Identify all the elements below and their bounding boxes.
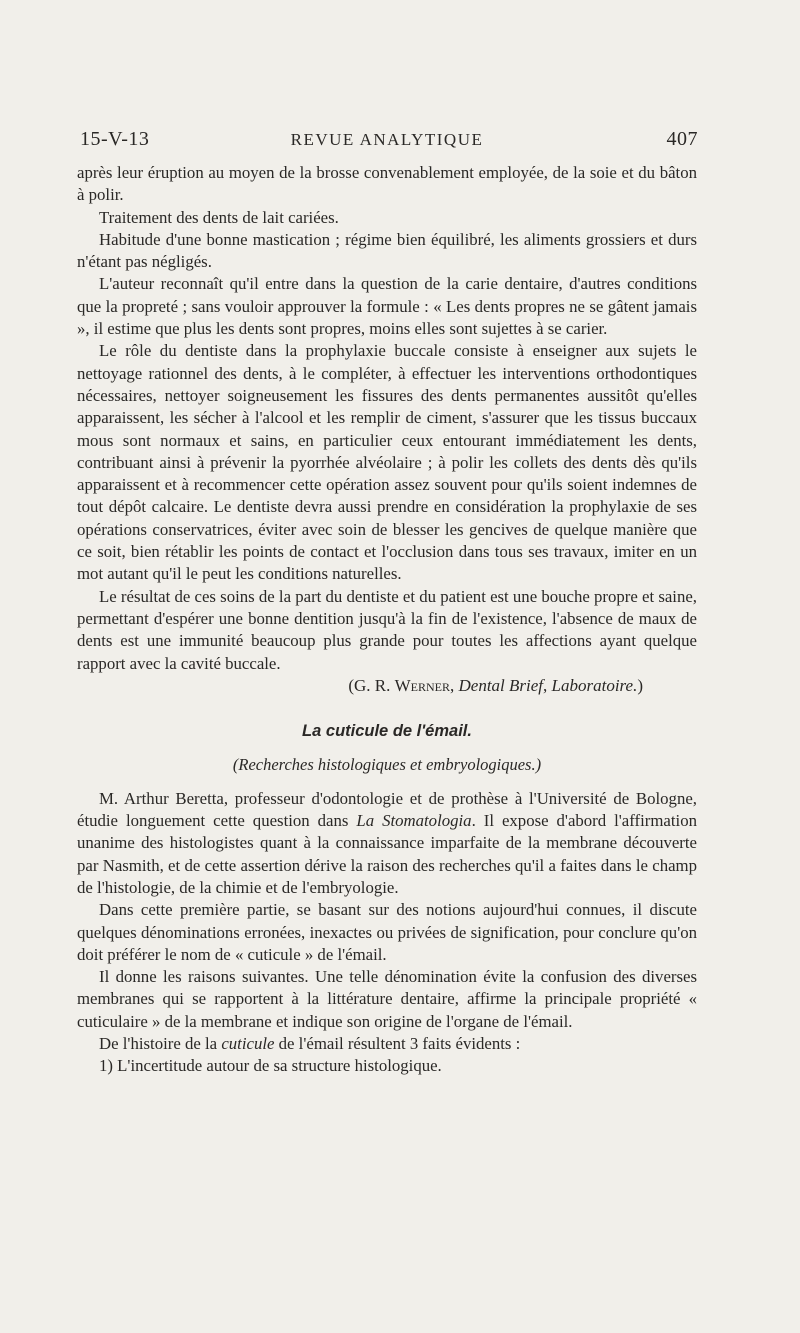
text-run: . Il expose d'abord l'affirmation unanime des histologistes quant à la connaissance imparfaite de la membrane découverte par Nasmith, et de cette assertion dérive la raison des recherches qu'il a faites dans le champ de l'histologie, de la chimie et de l'embryologie. <box>77 811 697 897</box>
citation-close: ) <box>637 675 643 695</box>
journal-section-title: REVUE ANALYTIQUE <box>290 130 484 149</box>
paragraph: Traitement des dents de lait cariées. <box>99 207 339 227</box>
text-run: De l'histoire de la <box>99 1033 222 1053</box>
citation <box>77 675 697 697</box>
paragraph: Le rôle du dentiste dans la prophylaxie buccale consiste à enseigner aux sujets le nettoyage rationnel des dents, à le compléter, à effectuer les interventions orthodontiques nécessaires, nettoyer soigneusement les fissures des dents permanentes aussitôt qu'elles apparaissent, les sécher à l'alcool et les remplir de ciment, s'assurer que les tissus buccaux mous sont normaux et sains, en particulier ceux entourant immédiatement les dents, contribuant ainsi à prévenir la pyorrhée alvéolaire ; à polir les collets des dents dès qu'ils apparaissent et à recommencer cette opération assez souvent pour qu'ils soient indemnes de tout dépôt calcaire. Le dentiste devra aussi prendre en considération la prophylaxie de ses opérations conservatrices, éviter avec soin de blesser les gencives de quelque manière que ce soit, bien rétablir les points de contact et l'occlusion dans tous ses travaux, imiter en un mot autant qu'il le peut les conditions naturelles. <box>77 341 697 584</box>
term: cuticule <box>221 1033 275 1053</box>
paragraph: Dans cette première partie, se basant sur des notions aujourd'hui connues, il discute quelques dénominations erronées, inexactes ou privées de signification, pour conclure qu'on doit préférer le nom de « cuticule » de l'émail. <box>77 900 697 964</box>
section-title: La cuticule de l'émail. <box>302 722 472 741</box>
list-item: 1) L'incertitude autour de sa structure histologique. <box>99 1056 442 1076</box>
citation-sep: , <box>543 675 552 695</box>
citation-author: Werner <box>394 675 451 695</box>
citation-journal: Dental Brief <box>458 675 544 695</box>
journal-name: La Stomatologia <box>356 811 472 831</box>
running-header <box>76 128 698 156</box>
paragraph: Il donne les raisons suivantes. Une telle dénomination évite la confusion des diverses membranes qui se rapportent à la littérature dentaire, affirme la principale propriété « cuticulaire » de la membrane et indique son origine de l'organe de l'émail. <box>77 967 697 1031</box>
text-run: de l'émail résultent 3 faits évidents : <box>274 1033 521 1053</box>
paragraph: après leur éruption au moyen de la brosse convenablement employée, de la soie et du bâton à polir. <box>77 163 697 205</box>
article-body <box>77 162 697 1078</box>
section-subtitle: (Recherches histologiques et embryologiques.) <box>232 755 542 775</box>
page-number: 407 <box>666 128 698 150</box>
paragraph: Le résultat de ces soins de la part du dentiste et du patient est une bouche propre et saine, permettant d'espérer une bonne dentition jusqu'à la fin de l'existence, l'absence de maux de dents est une immunité beaucoup plus grande pour toutes les affections ayant quelque rapport avec la cavité buccale. <box>77 586 697 673</box>
citation-section: Laboratoire. <box>551 675 638 695</box>
issue-date: 15-V-13 <box>80 128 150 150</box>
citation-sep: , <box>450 675 459 695</box>
text-run: M. Arthur Beretta, professeur d'odontologie et de prothèse à l'Université de Bologne, étudie longuement cette question dans <box>77 788 697 831</box>
paragraph: Habitude d'une bonne mastication ; régime bien équilibré, les aliments grossiers et durs n'étant pas négligés. <box>77 229 697 272</box>
citation-open: (G. R. <box>348 675 395 695</box>
paragraph <box>77 788 697 899</box>
paragraph <box>77 1033 697 1055</box>
paragraph: L'auteur reconnaît qu'il entre dans la question de la carie dentaire, d'autres conditions que la propreté ; sans vouloir approuver la formule : « Les dents propres ne se gâtent jamais », il estime que plus les dents sont propres, moins elles sont sujettes à se carier. <box>77 274 697 339</box>
